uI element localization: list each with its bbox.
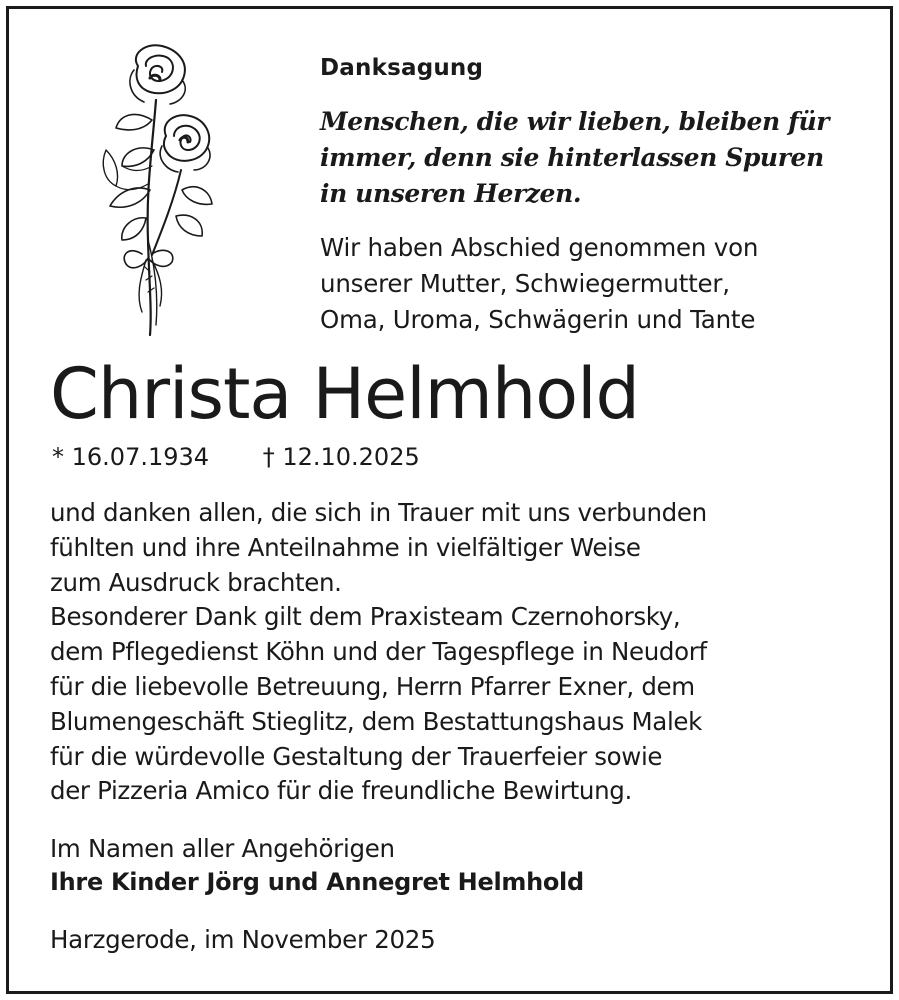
- heading-danksagung: Danksagung: [320, 55, 484, 81]
- intro-line: unserer Mutter, Schwiegermutter,: [320, 269, 730, 298]
- rose-icon: [86, 40, 226, 340]
- quote-line: Menschen, die wir lieben, bleiben für: [320, 107, 830, 136]
- body-line: Besonderer Dank gilt dem Praxisteam Czernohorsky,: [50, 602, 681, 632]
- body-line: fühlten und ihre Anteilnahme in vielfältiger Weise: [50, 532, 641, 562]
- life-dates: [52, 443, 420, 471]
- quote-line: immer, denn sie hinterlassen Spuren: [320, 143, 824, 172]
- signature-intro: Im Namen aller Angehörigen: [50, 834, 395, 863]
- intro-line: Oma, Uroma, Schwägerin und Tante: [320, 305, 756, 334]
- body-line: zum Ausdruck brachten.: [50, 567, 342, 597]
- body-line: für die würdevolle Gestaltung der Trauerfeier sowie: [50, 741, 663, 771]
- body-line: Blumengeschäft Stieglitz, dem Bestattungshaus Malek: [50, 706, 702, 736]
- deceased-name: Christa Helmhold: [50, 353, 639, 435]
- body-line: für die liebevolle Betreuung, Herrn Pfarrer Exner, dem: [50, 671, 695, 701]
- quote-line: in unseren Herzen.: [320, 179, 582, 208]
- intro-text: [320, 230, 880, 338]
- birth-date: * 16.07.1934: [52, 443, 210, 471]
- body-line: der Pizzeria Amico für die freundliche Bewirtung.: [50, 776, 632, 806]
- death-date: † 12.10.2025: [262, 443, 420, 471]
- thanks-text: [50, 496, 870, 809]
- place-and-date: Harzgerode, im November 2025: [50, 925, 436, 954]
- intro-line: Wir haben Abschied genommen von: [320, 233, 759, 262]
- body-line: dem Pflegedienst Köhn und der Tagespflege in Neudorf: [50, 637, 707, 667]
- memorial-quote: [320, 104, 860, 212]
- signature-names: Ihre Kinder Jörg und Annegret Helmhold: [50, 868, 584, 896]
- body-line: und danken allen, die sich in Trauer mit uns verbunden: [50, 498, 707, 527]
